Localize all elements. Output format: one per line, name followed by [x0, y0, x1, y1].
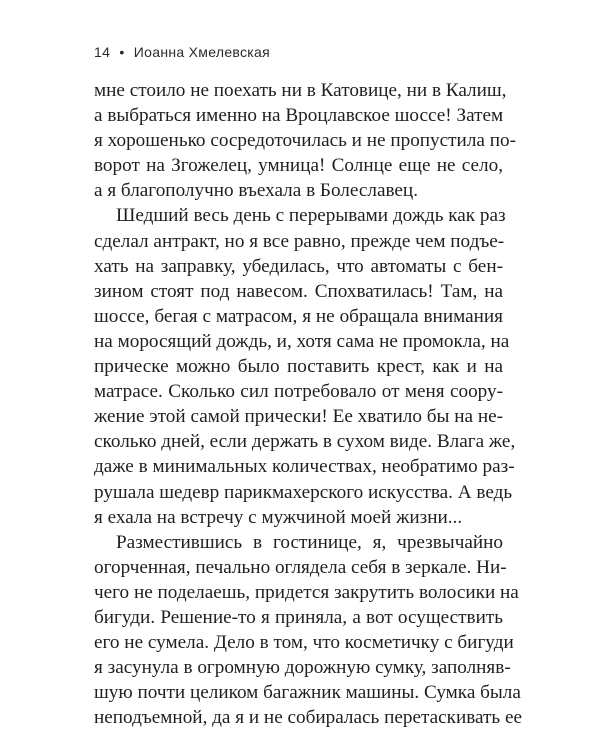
- paragraph: [94, 78, 516, 203]
- text-line: прическе можно было поставить крест, как и на: [94, 356, 503, 378]
- text-line: а выбраться именно на Вроцлавское шоссе! Затем: [94, 105, 504, 127]
- text-line: мне стоило не поехать ни в Катовице, ни в Калиш,: [94, 80, 507, 101]
- text-line: матрасе. Сколько сил потребовало от меня соору-: [94, 381, 503, 403]
- text-line: хать на заправку, убедилась, что автоматы с бен-: [94, 255, 503, 277]
- text-line: я хорошенько сосредоточилась и не пропустила по-: [94, 130, 516, 152]
- text-line: на моросящий дождь, и, хотя сама не промокла, на: [94, 330, 510, 352]
- text-line: я ехала на встречу с мужчиной моей жизни...: [94, 506, 463, 528]
- text-line: чего не поделаешь, придется закрутить волосики на: [94, 581, 519, 603]
- paragraph: [94, 530, 523, 731]
- text-line: неподъемной, да я и не собиралась перетаскивать ее: [94, 707, 523, 729]
- text-line: огорченная, печально оглядела себя в зеркале. Ни-: [94, 556, 507, 578]
- text-line: ворот на Згожелец, умница! Солнце еще не село,: [94, 155, 503, 177]
- text-line: сделал антракт, но я все равно, прежде чем подъе-: [94, 230, 505, 252]
- running-header: [94, 44, 270, 60]
- text-line: шую почти целиком багажник машины. Сумка была: [94, 682, 521, 704]
- body-text: [94, 78, 523, 730]
- header-separator: •: [119, 44, 125, 60]
- text-line: рушала шедевр парикмахерского искусства. А ведь: [94, 481, 513, 503]
- text-line: Шедший весь день с перерывами дождь как раз: [116, 205, 506, 227]
- text-line: даже в минимальных количествах, необратимо раз-: [94, 456, 515, 478]
- paragraph: [94, 203, 516, 529]
- text-line: я засунула в огромную дорожную сумку, заполняв-: [94, 657, 511, 679]
- text-line: его не сумела. Дело в том, что косметичку с бигуди: [94, 632, 514, 654]
- text-line: а я благополучно въехала в Болеславец.: [94, 180, 418, 202]
- author-name: Иоанна Хмелевская: [133, 44, 270, 60]
- text-line: бигуди. Решение-то я приняла, а вот осуществить: [94, 606, 503, 628]
- text-line: жение этой самой прически! Ее хватило бы на не-: [94, 406, 503, 428]
- text-line: сколько дней, если держать в сухом виде. Влага же,: [94, 431, 516, 453]
- text-line: Разместившись в гостинице, я, чрезвычайно: [116, 531, 503, 553]
- text-line: зином стоят под навесом. Спохватилась! Там, на: [94, 280, 503, 302]
- text-line: шоссе, бегая с матрасом, я не обращала внимания: [94, 305, 503, 327]
- page-number: 14: [94, 44, 111, 60]
